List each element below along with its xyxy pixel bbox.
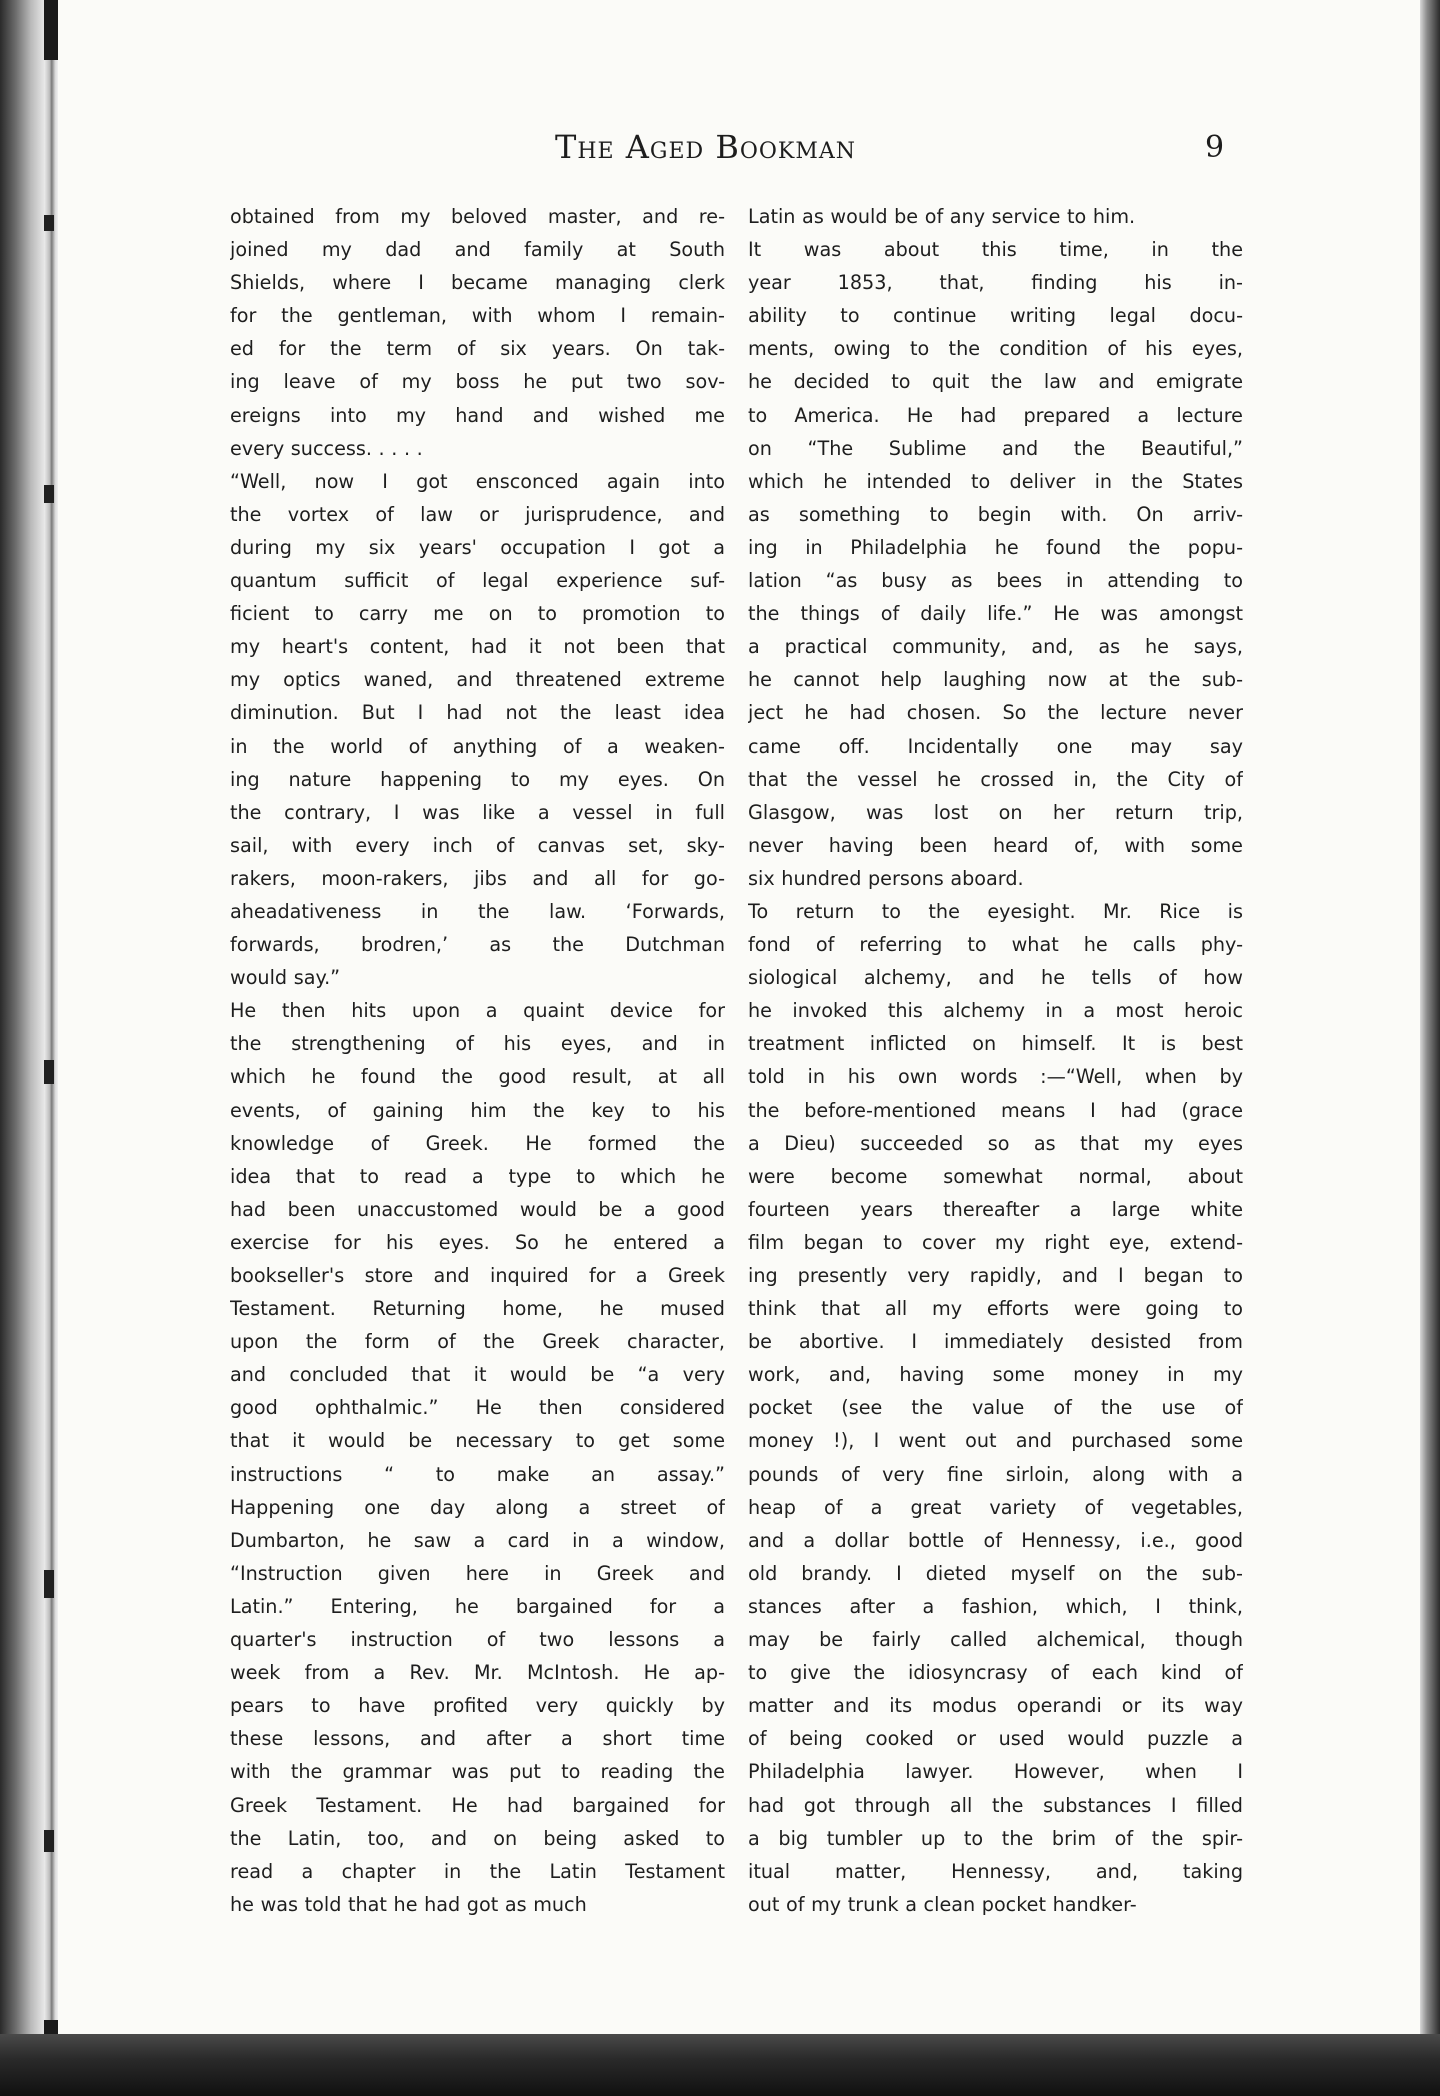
text-line: events, of gaining him the key to his (230, 1098, 725, 1122)
text-line: ject he had chosen. So the lecture never (748, 701, 1243, 725)
text-line: He then hits upon a quaint device for (230, 999, 725, 1023)
text-line: “Instruction given here in Greek and (230, 1561, 725, 1585)
text-line: which he intended to deliver in the States (748, 469, 1243, 493)
text-line: ing in Philadelphia he found the popu- (748, 535, 1243, 559)
text-line: on “The Sublime and the Beautiful,” (748, 436, 1243, 460)
text-line: and a dollar bottle of Hennessy, i.e., good (748, 1528, 1243, 1552)
text-line: had got through all the substances I filled (748, 1793, 1243, 1817)
text-line: told in his own words :—“Well, when by (748, 1065, 1243, 1089)
text-line: Testament. Returning home, he mused (230, 1297, 725, 1321)
text-line: ing nature happening to my eyes. On (230, 767, 725, 791)
text-line: old brandy. I dieted myself on the sub- (748, 1561, 1243, 1585)
text-line: as something to begin with. On arriv- (748, 502, 1243, 526)
text-line: knowledge of Greek. He formed the (230, 1131, 725, 1155)
text-line: my heart's content, had it not been that (230, 635, 725, 659)
text-line: the things of daily life.” He was amongst (748, 602, 1243, 626)
text-line: To return to the eyesight. Mr. Rice is (748, 899, 1243, 923)
text-line: he cannot help laughing now at the sub- (748, 668, 1243, 692)
page-binding-edge (44, 60, 58, 2020)
text-line: read a chapter in the Latin Testament (230, 1859, 725, 1883)
text-line: ing presently very rapidly, and I began to (748, 1264, 1243, 1287)
text-line: instructions “ to make an assay.” (230, 1462, 725, 1486)
text-line: a Dieu) succeeded so as that my eyes (748, 1131, 1243, 1155)
text-line: came off. Incidentally one may say (748, 734, 1243, 758)
text-line: aheadativeness in the law. ‘Forwards, (230, 899, 725, 923)
text-line: out of my trunk a clean pocket handker- (748, 1892, 1137, 1916)
running-title: The Aged Bookman (555, 128, 857, 166)
text-line: siological alchemy, and he tells of how (748, 966, 1243, 990)
text-line: that the vessel he crossed in, the City of (748, 767, 1243, 791)
text-line: in the world of anything of a weaken- (230, 734, 725, 758)
text-line: to give the idiosyncrasy of each kind of (748, 1661, 1243, 1685)
text-line: would say.” (230, 966, 341, 990)
text-line: exercise for his eyes. So he entered a (230, 1230, 725, 1254)
text-line: he invoked this alchemy in a most heroic (748, 999, 1243, 1023)
text-line: Latin.” Entering, he bargained for a (230, 1594, 725, 1618)
left-text-column (230, 200, 725, 1921)
text-line: year 1853, that, finding his in- (748, 271, 1243, 295)
binding-mark (44, 215, 54, 231)
scan-bottom-edge (0, 2034, 1440, 2096)
text-line: never having been heard of, with some (748, 833, 1243, 857)
text-line: pounds of very fine sirloin, along with a (748, 1462, 1243, 1486)
text-line: fond of referring to what he calls phy- (748, 933, 1243, 957)
text-line: the before-mentioned means I had (grace (748, 1098, 1243, 1122)
text-line: had been unaccustomed would be a good (230, 1197, 725, 1221)
text-line: ments, owing to the condition of his eyes, (748, 337, 1243, 361)
text-line: the Latin, too, and on being asked to (230, 1826, 725, 1850)
scan-left-edge (0, 0, 44, 2096)
text-line: obtained from my beloved master, and re- (230, 205, 725, 228)
text-line: ereigns into my hand and wished me (230, 403, 725, 427)
text-line: my optics waned, and threatened extreme (230, 668, 725, 692)
right-text-column (748, 200, 1243, 1921)
text-line: ability to continue writing legal docu- (748, 304, 1243, 328)
text-line: “Well, now I got ensconced again into (230, 469, 725, 493)
text-line: he was told that he had got as much (230, 1892, 587, 1916)
text-line: that it would be necessary to get some (230, 1429, 725, 1453)
text-line: Shields, where I became managing clerk (230, 271, 725, 295)
text-line: of being cooked or used would puzzle a (748, 1727, 1243, 1751)
text-line: work, and, having some money in my (748, 1363, 1243, 1387)
text-line: idea that to read a type to which he (230, 1164, 725, 1188)
text-line: itual matter, Hennessy, and, taking (748, 1859, 1243, 1883)
page-number: 9 (1205, 130, 1225, 165)
binding-mark (44, 1060, 54, 1084)
text-line: Happening one day along a street of (230, 1495, 725, 1519)
text-line: treatment inflicted on himself. It is best (748, 1032, 1243, 1056)
text-line: be abortive. I immediately desisted from (748, 1330, 1243, 1354)
scan-right-edge (1420, 0, 1440, 2096)
text-line: may be fairly called alchemical, though (748, 1628, 1243, 1652)
text-line: upon the form of the Greek character, (230, 1330, 725, 1354)
text-line: Glasgow, was lost on her return trip, (748, 800, 1243, 824)
text-line: joined my dad and family at South (230, 238, 725, 262)
text-line: pears to have profited very quickly by (230, 1694, 725, 1718)
text-line: Latin as would be of any service to him. (748, 205, 1136, 228)
text-line: to America. He had prepared a lecture (748, 403, 1243, 427)
text-line: the contrary, I was like a vessel in full (230, 800, 725, 824)
text-line: stances after a fashion, which, I think, (748, 1594, 1243, 1618)
text-line: think that all my efforts were going to (748, 1297, 1243, 1321)
text-line: with the grammar was put to reading the (230, 1760, 725, 1784)
text-line: every success. . . . . (230, 436, 423, 460)
text-line: fourteen years thereafter a large white (748, 1197, 1243, 1221)
text-line: ed for the term of six years. On tak- (230, 337, 725, 361)
text-line: during my six years' occupation I got a (230, 535, 725, 559)
text-line: forwards, brodren,’ as the Dutchman (230, 933, 725, 957)
text-line: sail, with every inch of canvas set, sky- (230, 833, 725, 857)
text-line: It was about this time, in the (748, 238, 1243, 262)
text-line: heap of a great variety of vegetables, (748, 1495, 1243, 1519)
binding-mark (44, 1830, 54, 1852)
text-line: ing leave of my boss he put two sov- (230, 370, 725, 394)
text-line: were become somewhat normal, about (748, 1164, 1243, 1188)
text-line: Greek Testament. He had bargained for (230, 1793, 725, 1817)
text-line: pocket (see the value of the use of (748, 1396, 1243, 1420)
text-line: film began to cover my right eye, extend- (748, 1230, 1243, 1254)
text-line: Philadelphia lawyer. However, when I (748, 1760, 1243, 1784)
text-line: these lessons, and after a short time (230, 1727, 725, 1751)
text-line: quarter's instruction of two lessons a (230, 1628, 725, 1652)
text-line: six hundred persons aboard. (748, 866, 1024, 890)
text-line: a practical community, and, as he says, (748, 635, 1243, 659)
text-line: the strengthening of his eyes, and in (230, 1032, 725, 1056)
text-line: and concluded that it would be “a very (230, 1363, 725, 1387)
binding-mark (44, 1570, 54, 1598)
text-line: rakers, moon-rakers, jibs and all for go- (230, 866, 725, 890)
text-line: ficient to carry me on to promotion to (230, 602, 725, 626)
text-line: matter and its modus operandi or its way (748, 1694, 1243, 1718)
text-line: money !), I went out and purchased some (748, 1429, 1243, 1453)
text-line: he decided to quit the law and emigrate (748, 370, 1243, 394)
binding-mark (44, 485, 54, 503)
text-line: a big tumbler up to the brim of the spir- (748, 1826, 1243, 1850)
text-line: which he found the good result, at all (230, 1065, 725, 1089)
text-line: the vortex of law or jurisprudence, and (230, 502, 725, 526)
text-line: bookseller's store and inquired for a Greek (230, 1264, 725, 1287)
text-line: for the gentleman, with whom I remain- (230, 304, 725, 328)
text-line: good ophthalmic.” He then considered (230, 1396, 725, 1420)
text-line: lation “as busy as bees in attending to (748, 569, 1243, 593)
text-line: diminution. But I had not the least idea (230, 701, 725, 725)
text-line: quantum sufficit of legal experience suf- (230, 569, 725, 593)
text-line: Dumbarton, he saw a card in a window, (230, 1528, 725, 1552)
text-line: week from a Rev. Mr. McIntosh. He ap- (230, 1661, 725, 1685)
